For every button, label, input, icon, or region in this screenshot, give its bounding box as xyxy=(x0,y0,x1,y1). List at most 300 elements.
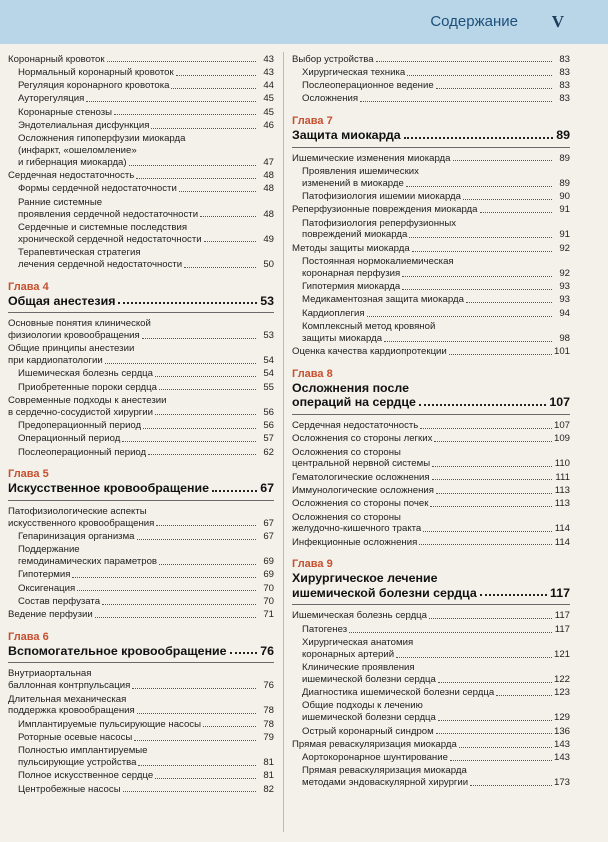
entry-page-number: 56 xyxy=(263,419,274,431)
entry-page-number: 79 xyxy=(263,731,274,743)
dot-leader xyxy=(438,720,552,721)
toc-entry[interactable] xyxy=(292,472,570,484)
chapter-title-line: Защита миокарда xyxy=(292,128,401,143)
entry-title-line: гемодинамических параметров xyxy=(18,556,158,567)
dot-leader xyxy=(155,376,256,377)
entry-page-number: 93 xyxy=(559,294,570,306)
entry-page-number: 129 xyxy=(553,712,570,724)
toc-subentry[interactable] xyxy=(8,784,274,796)
entry-page-number: 57 xyxy=(263,433,274,445)
entry-page-number: 114 xyxy=(554,523,570,535)
toc-entry[interactable] xyxy=(8,343,274,367)
entry-page-number: 136 xyxy=(553,725,570,737)
toc-entry[interactable] xyxy=(292,485,570,497)
entry-title-line: коронарных артерий xyxy=(302,648,395,660)
entry-title-line: лечения сердечной недостаточности xyxy=(18,258,183,270)
entry-title-line: Гипотермия xyxy=(18,569,71,581)
toc-subentry[interactable] xyxy=(292,93,570,105)
toc-subentry[interactable] xyxy=(8,197,274,221)
entry-page-number: 122 xyxy=(553,673,570,685)
toc-entry[interactable] xyxy=(292,739,570,751)
entry-title-line: Гепаринизация организма xyxy=(18,530,135,542)
entry-title-line: Ишемическая болезнь сердца xyxy=(292,610,427,622)
dot-leader xyxy=(404,137,554,139)
entry-title-line: Сердечная недостаточность xyxy=(292,419,419,431)
entry-page-number: 78 xyxy=(263,705,274,717)
entry-page-number: 76 xyxy=(263,680,274,692)
entry-title-line: Реперфузионные повреждения миокарда xyxy=(292,204,478,216)
dot-leader xyxy=(453,160,553,161)
dot-leader xyxy=(480,594,547,596)
entry-title-line: Хирургическая техника xyxy=(302,66,406,78)
entry-page-number: 67 xyxy=(263,530,274,542)
entry-title-line: баллонная контрпульсация xyxy=(8,680,131,692)
dot-leader xyxy=(432,479,552,480)
toc-subentry[interactable] xyxy=(292,700,570,724)
entry-title-line: пульсирующие устройства xyxy=(18,757,137,769)
dot-leader xyxy=(105,363,256,364)
dot-leader xyxy=(480,212,553,213)
entry-title-line: искусственного кровообращения xyxy=(8,517,155,529)
chapter-title[interactable] xyxy=(8,481,274,501)
chapter-page-number: 76 xyxy=(260,643,274,658)
entry-title-line: Полное искусственное сердце xyxy=(18,770,154,782)
toc-subentry[interactable] xyxy=(8,107,274,119)
toc-entry[interactable] xyxy=(292,433,570,445)
entry-title-line: Послеоперационное ведение xyxy=(302,80,434,92)
toc-subentry[interactable] xyxy=(8,368,274,380)
entry-page-number: 92 xyxy=(559,267,570,279)
dot-leader xyxy=(419,544,552,545)
entry-title-line: Патофизиология ишемии миокарда xyxy=(302,191,461,203)
dot-leader xyxy=(432,466,552,467)
entry-title-line: (инфаркт, «ошеломление» xyxy=(18,145,137,157)
dot-leader xyxy=(204,241,256,242)
entry-title-line: Полностью имплантируемые xyxy=(18,745,148,757)
dot-leader xyxy=(86,101,256,102)
dot-leader xyxy=(118,302,257,304)
chapter-title-line: Хирургическое лечение xyxy=(292,571,438,586)
entry-title-line: Осложнения xyxy=(302,93,359,105)
toc-subentry[interactable] xyxy=(292,687,570,699)
entry-title-line: Терапевтическая стратегия xyxy=(18,246,141,258)
chapter-label: Глава 6 xyxy=(8,630,49,643)
entry-page-number: 47 xyxy=(263,156,274,168)
toc-subentry[interactable] xyxy=(292,752,570,764)
entry-title-line: Общие принципы анестезии xyxy=(8,343,135,355)
entry-page-number: 69 xyxy=(263,556,274,567)
entry-title-line: Клинические проявления xyxy=(302,662,415,674)
chapter-title-line: ишемической болезни сердца xyxy=(292,585,477,600)
toc-subentry[interactable] xyxy=(8,183,274,195)
entry-page-number: 114 xyxy=(554,536,570,548)
entry-title-line: Формы сердечной недостаточности xyxy=(18,183,177,195)
entry-title-line: Предоперационный период xyxy=(18,419,142,431)
entry-title-line: Ишемические изменения миокарда xyxy=(292,152,451,164)
column-divider xyxy=(283,52,284,832)
entry-title-line: Эндотелиальная дисфункция xyxy=(18,119,150,131)
chapter-title-line: Общая анестезия xyxy=(8,293,116,308)
chapter-title[interactable] xyxy=(292,128,570,148)
toc-subentry[interactable] xyxy=(8,420,274,432)
entry-page-number: 117 xyxy=(554,610,570,622)
toc-entry[interactable] xyxy=(8,395,274,419)
dot-leader xyxy=(171,88,256,89)
toc-subentry[interactable] xyxy=(8,133,274,168)
toc-entry[interactable] xyxy=(292,512,570,536)
entry-page-number: 113 xyxy=(554,498,570,510)
dot-leader xyxy=(134,740,256,741)
entry-page-number: 90 xyxy=(559,191,570,203)
toc-subentry[interactable] xyxy=(8,732,274,744)
dot-leader xyxy=(159,564,256,565)
entry-title-line: Ранние системные xyxy=(18,196,103,208)
dot-leader xyxy=(434,441,552,442)
entry-title-line: Выбор устройства xyxy=(292,53,374,65)
dot-leader xyxy=(384,341,552,342)
entry-title-line: Осложнения со стороны легких xyxy=(292,433,433,445)
entry-page-number: 83 xyxy=(559,66,570,78)
entry-page-number: 101 xyxy=(553,346,570,358)
dot-leader xyxy=(412,251,552,252)
dot-leader xyxy=(176,75,256,76)
entry-title-line: Гипотермия миокарда xyxy=(302,281,401,293)
entry-page-number: 43 xyxy=(263,66,274,78)
toc-subentry[interactable] xyxy=(292,191,570,203)
dot-leader xyxy=(159,389,256,390)
toc-subentry[interactable] xyxy=(8,80,274,92)
toc-subentry[interactable] xyxy=(292,67,570,79)
toc-subentry[interactable] xyxy=(8,596,274,608)
entry-page-number: 56 xyxy=(263,406,274,418)
dot-leader xyxy=(436,733,552,734)
chapter-title[interactable] xyxy=(8,294,274,314)
toc-entry[interactable] xyxy=(292,54,570,66)
entry-title-line: и гибернация миокарда) xyxy=(18,156,127,168)
dot-leader xyxy=(466,302,552,303)
toc-entry[interactable] xyxy=(292,498,570,510)
entry-page-number: 48 xyxy=(263,208,274,220)
entry-page-number: 71 xyxy=(263,609,274,621)
entry-page-number: 70 xyxy=(263,582,274,594)
toc-entry[interactable] xyxy=(8,170,274,182)
chapter-label: Глава 5 xyxy=(8,468,49,481)
entry-title-line: центральной нервной системы xyxy=(292,458,431,470)
toc-subentry[interactable] xyxy=(292,308,570,320)
entry-title-line: при кардиопатологии xyxy=(8,354,103,366)
entry-title-line: Аортокоронарное шунтирование xyxy=(302,752,448,764)
entry-title-line: Осложнения гипоперфузии миокарда xyxy=(18,133,186,145)
page-number: V xyxy=(551,12,564,31)
dot-leader xyxy=(136,178,256,179)
entry-title-line: Операционный период xyxy=(18,433,121,445)
dot-leader xyxy=(436,493,552,494)
dot-leader xyxy=(179,191,256,192)
dot-leader xyxy=(407,75,552,76)
dot-leader xyxy=(77,590,256,591)
entry-title-line: Осложнения со стороны xyxy=(292,446,401,458)
entry-page-number: 173 xyxy=(553,777,570,789)
entry-title-line: Современные подходы к анестезии xyxy=(8,394,167,406)
entry-title-line: Прямая реваскуляризация миокарда xyxy=(292,738,457,750)
chapter-title-line: Осложнения после xyxy=(292,380,409,395)
toc-subentry[interactable] xyxy=(292,166,570,190)
entry-page-number: 49 xyxy=(263,233,274,245)
dot-leader xyxy=(137,713,256,714)
entry-title-line: Имплантируемые пульсирующие насосы xyxy=(18,718,201,730)
toc-subentry[interactable] xyxy=(8,93,274,105)
chapter-label: Глава 4 xyxy=(8,280,49,293)
toc-entry[interactable] xyxy=(8,668,274,692)
entry-page-number: 91 xyxy=(559,204,570,216)
entry-page-number: 113 xyxy=(554,484,570,496)
entry-title-line: желудочно-кишечного тракта xyxy=(292,523,422,535)
entry-title-line: Патогенез xyxy=(302,623,348,635)
entry-page-number: 94 xyxy=(559,307,570,319)
entry-page-number: 46 xyxy=(263,119,274,131)
dot-leader xyxy=(212,490,257,492)
dot-leader xyxy=(137,539,256,540)
dot-leader xyxy=(143,428,256,429)
toc-subentry[interactable] xyxy=(8,770,274,782)
toc-entry[interactable] xyxy=(292,447,570,471)
dot-leader xyxy=(200,216,256,217)
toc-entry[interactable] xyxy=(292,420,570,432)
toc-subentry[interactable] xyxy=(292,765,570,789)
entry-title-line: Острый коронарный синдром xyxy=(302,725,434,737)
entry-title-line: Патофизиология реперфузионных xyxy=(302,217,457,229)
toc-entry[interactable] xyxy=(8,54,274,66)
toc-entry[interactable] xyxy=(292,346,570,358)
page-title: Содержание xyxy=(430,13,518,30)
dot-leader xyxy=(406,186,552,187)
toc-subentry[interactable] xyxy=(8,222,274,246)
toc-subentry[interactable] xyxy=(8,531,274,543)
toc-subentry[interactable] xyxy=(8,569,274,581)
entry-title-line: Постоянная нормокалиемическая xyxy=(302,256,454,268)
entry-page-number: 89 xyxy=(559,152,570,164)
entry-title-line: хронической сердечной недостаточности xyxy=(18,233,202,245)
toc-subentry[interactable] xyxy=(8,719,274,731)
dot-leader xyxy=(429,618,552,619)
toc-subentry[interactable] xyxy=(8,120,274,132)
toc-subentry[interactable] xyxy=(292,256,570,280)
dot-leader xyxy=(123,791,256,792)
dot-leader xyxy=(450,760,552,761)
dot-leader xyxy=(470,785,552,786)
entry-title-line: Длительная механическая xyxy=(8,693,127,705)
dot-leader xyxy=(423,531,552,532)
entry-page-number: 98 xyxy=(559,332,570,344)
entry-title-line: Общие подходы к лечению xyxy=(302,700,423,712)
chapter-title[interactable] xyxy=(292,381,570,415)
entry-title-line: Центробежные насосы xyxy=(18,783,121,795)
entry-page-number: 43 xyxy=(263,53,274,65)
dot-leader xyxy=(156,525,256,526)
dot-leader xyxy=(402,289,552,290)
dot-leader xyxy=(349,632,552,633)
dot-leader xyxy=(376,61,552,62)
dot-leader xyxy=(102,604,256,605)
entry-title-line: ишемической болезни сердца xyxy=(302,712,436,724)
chapter-page-number: 67 xyxy=(260,481,274,496)
entry-title-line: Осложнения со стороны xyxy=(292,511,401,523)
entry-title-line: Ауторегуляция xyxy=(18,93,85,105)
entry-title-line: в сердечно-сосудистой хирургии xyxy=(8,406,153,418)
dot-leader xyxy=(184,267,256,268)
entry-title-line: Методы защиты миокарда xyxy=(292,242,410,254)
dot-leader xyxy=(360,101,552,102)
entry-title-line: Патофизиологические аспекты xyxy=(8,505,147,517)
entry-page-number: 48 xyxy=(263,170,274,182)
dot-leader xyxy=(129,165,256,166)
entry-page-number: 83 xyxy=(559,80,570,92)
toc-subentry[interactable] xyxy=(8,67,274,79)
chapter-page-number: 107 xyxy=(549,395,570,410)
toc-subentry[interactable] xyxy=(292,662,570,686)
entry-page-number: 117 xyxy=(554,623,570,635)
toc-subentry[interactable] xyxy=(292,80,570,92)
entry-title-line: Роторные осевые насосы xyxy=(18,731,133,743)
entry-page-number: 45 xyxy=(263,93,274,105)
dot-leader xyxy=(430,506,552,507)
entry-page-number: 53 xyxy=(263,329,274,341)
toc-subentry[interactable] xyxy=(8,382,274,394)
chapter-page-number: 53 xyxy=(260,293,274,308)
entry-page-number: 44 xyxy=(263,80,274,92)
toc-subentry[interactable] xyxy=(8,433,274,445)
entry-page-number: 89 xyxy=(559,177,570,189)
toc-subentry[interactable] xyxy=(292,218,570,242)
toc-entry[interactable] xyxy=(8,318,274,342)
chapter-label: Глава 9 xyxy=(292,558,333,571)
entry-title-line: Коронарный кровоток xyxy=(8,53,105,65)
entry-page-number: 91 xyxy=(559,229,570,241)
chapter-title[interactable] xyxy=(8,644,274,664)
toc-entry[interactable] xyxy=(8,694,274,718)
toc-subentry[interactable] xyxy=(292,637,570,661)
entry-page-number: 48 xyxy=(263,183,274,195)
entry-page-number: 69 xyxy=(263,569,274,581)
dot-leader xyxy=(420,428,552,429)
entry-title-line: Кардиоплегия xyxy=(302,307,365,319)
toc-entry[interactable] xyxy=(292,204,570,216)
toc-entry[interactable] xyxy=(292,243,570,255)
toc-subentry[interactable] xyxy=(8,544,274,568)
entry-title-line: Основные понятия клинической xyxy=(8,318,151,330)
chapter-label: Глава 7 xyxy=(292,115,333,128)
entry-page-number: 67 xyxy=(263,517,274,529)
entry-page-number: 54 xyxy=(263,368,274,380)
entry-title-line: изменений в миокарде xyxy=(302,177,404,189)
toc-subentry[interactable] xyxy=(292,294,570,306)
entry-title-line: Иммунологические осложнения xyxy=(292,484,434,496)
toc-subentry[interactable] xyxy=(8,583,274,595)
entry-title-line: Прямая реваскуляризация миокарда xyxy=(302,765,467,777)
toc-column-left xyxy=(8,52,274,795)
toc-subentry[interactable] xyxy=(292,726,570,738)
entry-page-number: 92 xyxy=(559,242,570,254)
entry-page-number: 83 xyxy=(559,93,570,105)
toc-entry[interactable] xyxy=(292,610,570,622)
dot-leader xyxy=(449,354,552,355)
entry-title-line: Поддержание xyxy=(18,544,80,556)
toc-subentry[interactable] xyxy=(8,745,274,769)
entry-title-line: ишемической болезни сердца xyxy=(302,673,436,685)
toc-subentry[interactable] xyxy=(8,247,274,271)
entry-title-line: Инфекционные осложнения xyxy=(292,536,418,548)
entry-page-number: 93 xyxy=(559,281,570,293)
dot-leader xyxy=(107,61,256,62)
dot-leader xyxy=(496,695,552,696)
entry-page-number: 143 xyxy=(553,752,570,764)
dot-leader xyxy=(132,688,256,689)
entry-title-line: Осложнения со стороны почек xyxy=(292,498,429,510)
entry-page-number: 81 xyxy=(263,757,274,769)
chapter-title-line: операций на сердце xyxy=(292,395,416,410)
toc-subentry[interactable] xyxy=(8,447,274,459)
entry-title-line: Гематологические осложнения xyxy=(292,471,430,483)
entry-title-line: Коронарные стенозы xyxy=(18,106,112,118)
dot-leader xyxy=(122,441,256,442)
toc-subentry[interactable] xyxy=(292,321,570,345)
dot-leader xyxy=(114,114,256,115)
toc-entry[interactable] xyxy=(292,537,570,549)
chapter-page-number: 89 xyxy=(556,128,570,143)
dot-leader xyxy=(409,237,552,238)
entry-page-number: 82 xyxy=(263,783,274,795)
dot-leader xyxy=(436,88,552,89)
entry-page-number: 45 xyxy=(263,106,274,118)
toc-entry[interactable] xyxy=(8,609,274,621)
entry-title-line: Оксигенация xyxy=(18,582,76,594)
dot-leader xyxy=(138,765,256,766)
chapter-label: Глава 8 xyxy=(292,367,333,380)
entry-page-number: 121 xyxy=(553,648,570,660)
entry-title-line: Регуляция коронарного кровотока xyxy=(18,80,170,92)
chapter-title[interactable] xyxy=(292,571,570,605)
entry-title-line: Внутриаортальная xyxy=(8,668,92,680)
entry-title-line: Состав перфузата xyxy=(18,595,101,607)
entry-page-number: 81 xyxy=(263,770,274,782)
dot-leader xyxy=(95,617,256,618)
dot-leader xyxy=(203,726,256,727)
entry-page-number: 111 xyxy=(555,471,570,483)
dot-leader xyxy=(402,276,552,277)
toc-entry[interactable] xyxy=(8,506,274,530)
chapter-page-number: 117 xyxy=(550,585,570,600)
entry-title-line: Медикаментозная защита миокарда xyxy=(302,294,464,306)
dot-leader xyxy=(151,128,256,129)
dot-leader xyxy=(142,338,256,339)
entry-title-line: коронарная перфузия xyxy=(302,267,401,279)
toc-subentry[interactable] xyxy=(292,281,570,293)
toc-subentry[interactable] xyxy=(292,624,570,636)
chapter-title-line: Вспомогательное кровообращение xyxy=(8,643,227,658)
entry-page-number: 107 xyxy=(553,419,570,431)
entry-title-line: проявления сердечной недостаточности xyxy=(18,208,199,220)
page-header xyxy=(0,0,608,44)
dot-leader xyxy=(419,404,546,406)
entry-title-line: Нормальный коронарный кровоток xyxy=(18,66,174,78)
entry-page-number: 50 xyxy=(263,258,274,270)
entry-title-line: Приобретенные пороки сердца xyxy=(18,381,157,393)
entry-title-line: Сердечные и системные последствия xyxy=(18,221,188,233)
toc-entry[interactable] xyxy=(292,153,570,165)
entry-page-number: 78 xyxy=(263,718,274,730)
dot-leader xyxy=(148,454,256,455)
entry-page-number: 123 xyxy=(553,687,570,699)
